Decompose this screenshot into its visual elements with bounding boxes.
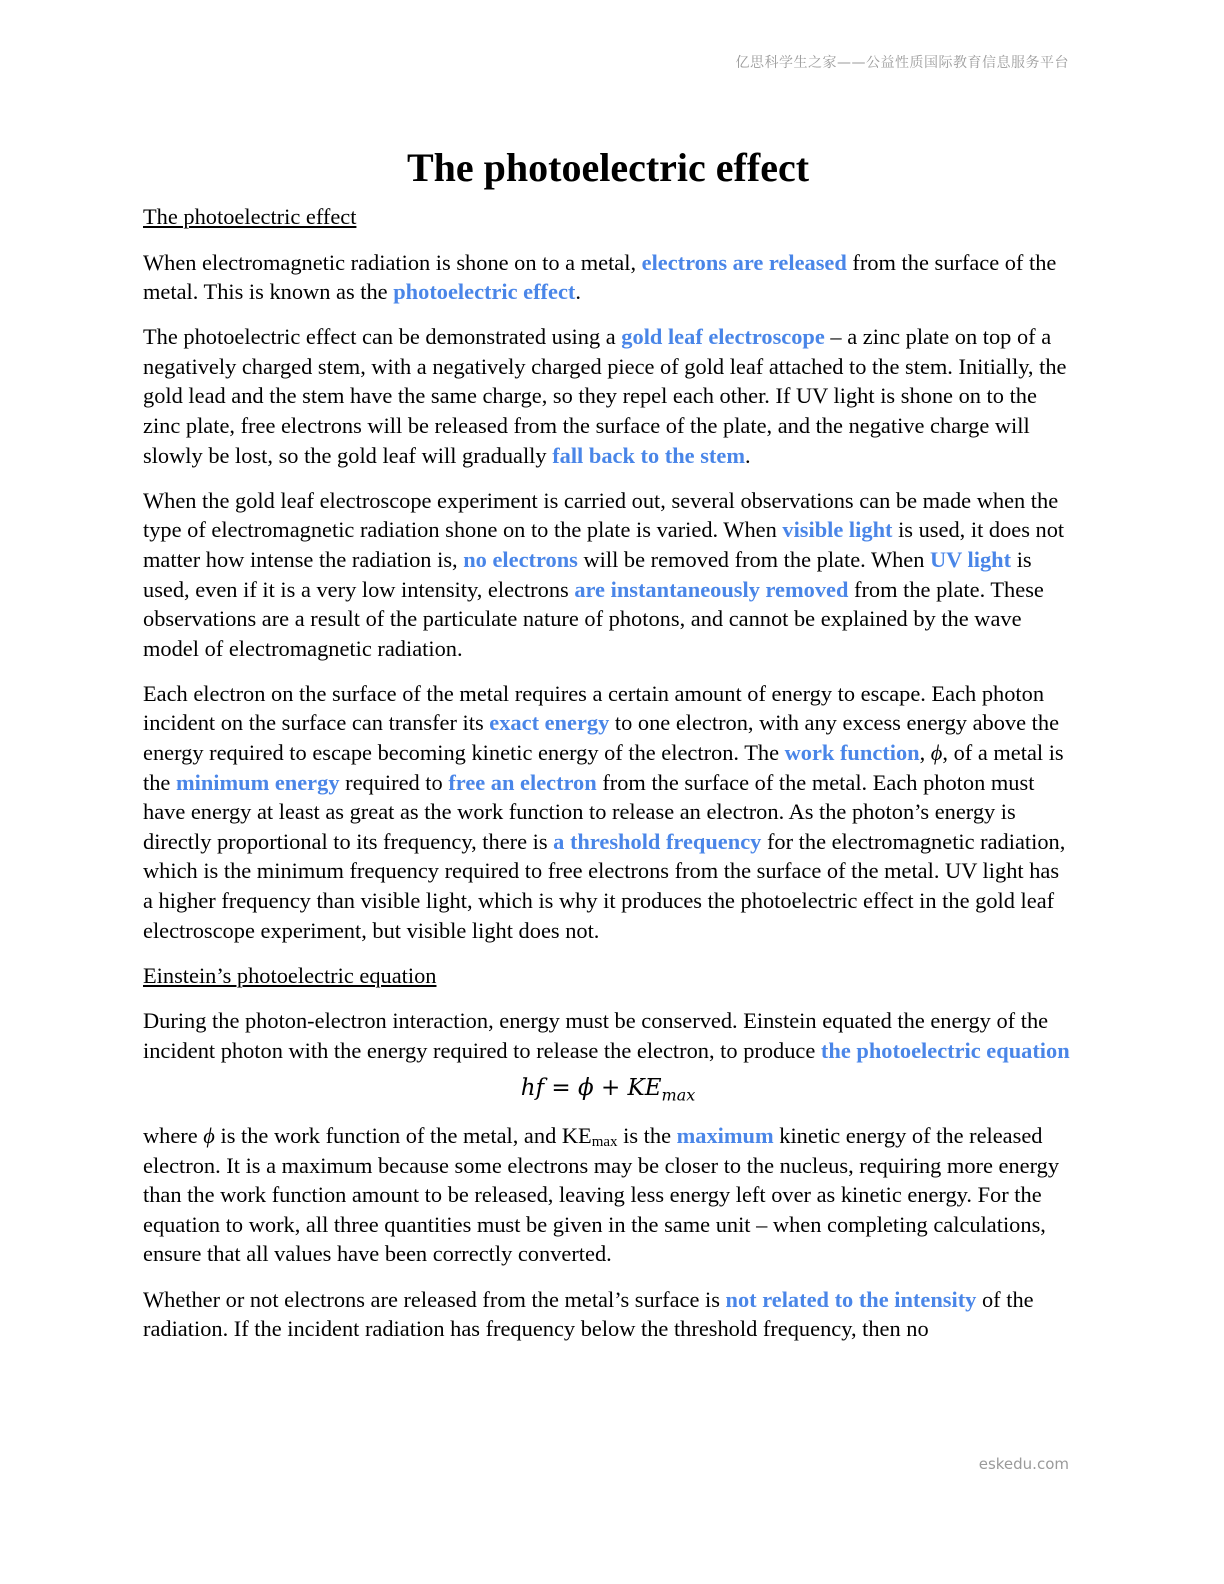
text-run: Each electron on the surface of the metal requires a certain amount of energy to escape. Each photon incident on the surface can transfer its [143, 680, 1045, 736]
photoelectric-equation [143, 1073, 1073, 1111]
document-body [143, 142, 1073, 1359]
highlight-term: not related to the intensity [725, 1286, 977, 1312]
paragraph-equation-explanation [143, 1121, 1073, 1269]
highlight-term: free an electron [448, 769, 597, 795]
paragraph-intensity [143, 1285, 1073, 1344]
text-run: is the [617, 1123, 677, 1149]
text-run: where [143, 1123, 204, 1149]
page-title: The photoelectric effect [406, 145, 810, 190]
phi-symbol: ϕ [203, 1123, 215, 1149]
highlight-term: gold leaf electroscope [621, 324, 825, 350]
highlight-term: maximum [676, 1123, 774, 1149]
text-run: is used, even if it is a very low intensity, electrons [143, 546, 1032, 602]
header-site-note: 亿思科学生之家——公益性质国际教育信息服务平台 [735, 55, 1069, 71]
text-run: for the electromagnetic radiation, which is the minimum frequency required to free electrons from the surface of the metal. UV light has a higher frequency than visible light, which is why it produces the photoelectric effect in the gold leaf electroscope experiment, but visible light does not. [143, 828, 1066, 943]
highlight-term: are instantaneously removed [574, 576, 849, 602]
highlight-term: work function [784, 740, 920, 765]
text-run: When the gold leaf electroscope experiment is carried out, several observations can be made when the type of electromagnetic radiation shone on to the plate is varied. When [143, 487, 1059, 543]
footer-site: eskedu.com [978, 1455, 1069, 1473]
text-run: Whether or not electrons are released from the metal’s surface is [143, 1286, 726, 1312]
highlight-term: UV light [930, 546, 1012, 572]
text-run: of the radiation. If the incident radiation has frequency below the threshold frequency, then no [143, 1286, 1034, 1342]
phi-symbol: ϕ [930, 740, 943, 765]
section-heading-einstein-equation: Einstein’s photoelectric equation [143, 962, 437, 988]
text-run: will be removed from the plate. When [577, 546, 931, 572]
highlight-term: photoelectric effect [393, 279, 576, 305]
text-run: is used, it does not matter how intense the radiation is, [143, 517, 1065, 572]
section-heading-photoelectric-effect: The photoelectric effect [143, 204, 357, 229]
highlight-term: the photoelectric equation [820, 1037, 1070, 1063]
highlight-term: minimum energy [175, 769, 340, 795]
text-run: . [744, 442, 751, 468]
paragraph-electroscope [143, 322, 1073, 470]
highlight-term: a threshold frequency [553, 828, 762, 854]
paragraph-work-function [143, 679, 1073, 945]
highlight-term: visible light [782, 517, 893, 543]
text-run: The photoelectric effect can be demonstrated using a [143, 324, 622, 350]
equation-subscript: max [661, 1086, 696, 1106]
text-run: , of a metal is the [143, 740, 1064, 795]
text-run: When electromagnetic radiation is shone on to a metal, [143, 249, 642, 275]
text-run: . [575, 279, 581, 305]
text-run: required to [339, 769, 449, 795]
text-run: from the plate. These observations are a result of the particulate nature of photons, and cannot be explained by the wave model of electromagnetic radiation. [143, 576, 1044, 661]
paragraph-equation-intro [143, 1006, 1073, 1065]
text-run: from the surface of the metal. This is known as the [143, 249, 1057, 305]
paragraph-intro [143, 248, 1073, 307]
equation-main: hf = ϕ + KE [520, 1075, 662, 1102]
highlight-term: exact energy [489, 710, 610, 736]
text-run: – a zinc plate on top of a negatively charged stem, with a negatively charged piece of gold leaf attached to the stem. Initially, the gold lead and the stem have the same charge, so they repel each other. If UV light is shone on to the zinc plate, free electrons will be released from the surface of the plate, and the negative charge will slowly be lost, so the gold leaf will gradually [143, 324, 1067, 468]
text-run: from the surface of the metal. Each photon must have energy at least as great as the work function to release an electron. As the photon’s energy is directly proportional to its frequency, there is [143, 769, 1035, 854]
text-run: kinetic energy of the released electron. It is a maximum because some electrons may be closer to the nucleus, requiring more energy than the work function amount to be released, leaving less energy left over as kinetic energy. For the equation to work, all three quantities must be given in the same unit – when completing calculations, ensure that all values have been correctly converted. [143, 1123, 1060, 1267]
highlight-term: fall back to the stem [552, 442, 745, 468]
paragraph-observations [143, 486, 1073, 664]
highlight-term: electrons are released [641, 249, 847, 275]
text-run: is the work function of the metal, and KE [214, 1123, 592, 1149]
text-run: to one electron, with any excess energy above the energy required to escape becoming kinetic energy of the electron. The [143, 710, 1060, 765]
text-run: , [919, 740, 931, 765]
highlight-term: no electrons [463, 546, 578, 572]
text-run: During the photon-electron interaction, energy must be conserved. Einstein equated the energy of the incident photon with the energy required to release the electron, to produce [143, 1008, 1049, 1063]
subscript-max: max [591, 1134, 618, 1151]
